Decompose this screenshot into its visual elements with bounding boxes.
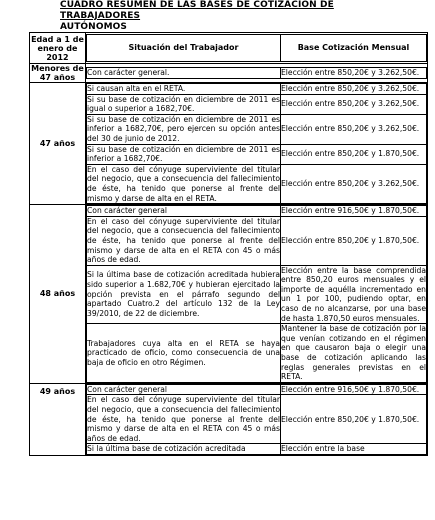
contribution-bases-table [29,32,428,456]
age-group [30,83,428,205]
situation-cell: Trabajadores cuya alta en el RETA se haya practicado de oficio, como consecuencia de una baja de oficio en otro Régimen. [87,324,281,383]
base-cell: Elección entre 850,20€ y 1.870,50€. [281,395,427,444]
base-cell: Elección entre 916,50€ y 1.870,50€. [281,384,427,395]
age-group [30,64,428,83]
base-cell: Elección entre la base comprendida entre 850,20 euros mensuales y el importe de aquélla incrementado en un 1 por 100, pudiendo optar, en caso de no alcanzarse, por una base de hasta 1.870,50 euros mensuales. [281,265,426,323]
base-cell: Elección entre 850,20€ y 3.262,50€. [281,94,427,114]
table-row [87,84,427,95]
situation-cell: Con carácter general. [87,68,281,79]
age-cell: 48 años [30,205,86,384]
situation-cell: Si su base de cotización en diciembre de 2011 es inferior a 1682,70€. [87,144,280,164]
title-line-2: AUTÓNOMOS [60,22,127,32]
base-cell: Elección entre 850,20€ y 3.262,50€. [281,164,427,203]
table-row [87,384,427,395]
table-row [87,265,427,324]
table-row [87,444,427,455]
situation-cell: Con carácter general [87,206,281,217]
age-cell: Menores de 47 años [31,64,84,82]
situation-cell: Si su base de cotización en diciembre de 2011 es igual o superior a 1682,70€. [87,94,280,114]
base-cell: Elección entre 850,20€ y 3.262,50€. [281,68,427,79]
header-base: Base Cotización Mensual [281,35,427,62]
base-cell: Mantener la base de cotización por la que venían cotizando en el régimen en que causaron baja o elegir una base de cotización aplicando las reglas generales previstas en el RETA. [281,324,426,382]
table-row [87,216,427,265]
situation-cell: Si causan alta en el RETA. [87,84,281,95]
table-row [87,324,427,383]
base-cell: Elección entre 850,20€ y 3.262,50€. [281,114,427,144]
table-row [87,164,427,203]
age-group [30,205,428,384]
table-row [87,206,427,217]
age-cell: 47 años [30,83,86,205]
header-situation: Situación del Trabajador [87,35,281,62]
situation-cell: Si su base de cotización en diciembre de 2011 es inferior a 1682,70€, pero ejercen su opción antes del 30 de junio de 2012. [87,114,280,143]
situation-cell: Si la última base de cotización acreditada [87,444,281,455]
situation-cell: En el caso del cónyuge superviviente del titular del negocio, que a consecuencia del fallecimiento de éste, ha tenido que ponerse al frente del mismo y darse de alta en el RETA con 45 o más años de edad. [87,395,280,443]
table-row [87,144,427,164]
table-row [87,94,427,114]
table-row [87,114,427,144]
situation-cell: Si la última base de cotización acreditada hubiera sido superior a 1.682,70€ y hubieran ejercitado la opción prevista en el párrafo segundo del apartado Cuatro.2 del artículo 132 de la Ley 39/2010, de 22 de diciembre. [87,265,281,324]
situation-cell: Con carácter general [87,384,281,395]
base-cell: Elección entre 916,50€ y 1.870,50€. [281,206,427,217]
situation-cell: En el caso del cónyuge superviviente del titular del negocio, que a consecuencia del fallecimiento de éste, ha tenido que ponerse al frente del mismo y darse de alta en el RETA con 45 o más años de edad. [87,216,280,265]
age-cell: 49 años [30,383,86,455]
base-cell: Elección entre 850,20€ y 1.870,50€. [281,144,427,164]
table-row [87,395,427,444]
header-age: Edad a 1 de enero de 2012 [31,34,84,62]
base-cell: Elección entre 850,20€ y 3.262,50€. [281,84,427,95]
title-line-1: CUADRO RESUMEN DE LAS BASES DE COTIZACIÓN DE TRABAJADORES [60,0,334,21]
table-row [87,68,427,79]
situation-cell: En el caso del cónyuge superviviente del titular del negocio, que a consecuencia del fallecimiento de éste, ha tenido que ponerse al frente del mismo y darse de alta en el RETA. [87,164,280,203]
age-group [30,383,428,455]
document-title [60,0,400,33]
base-cell: Elección entre la base [281,444,427,455]
base-cell: Elección entre 850,20€ y 1.870,50€. [281,216,427,265]
table-header-row [30,33,428,64]
